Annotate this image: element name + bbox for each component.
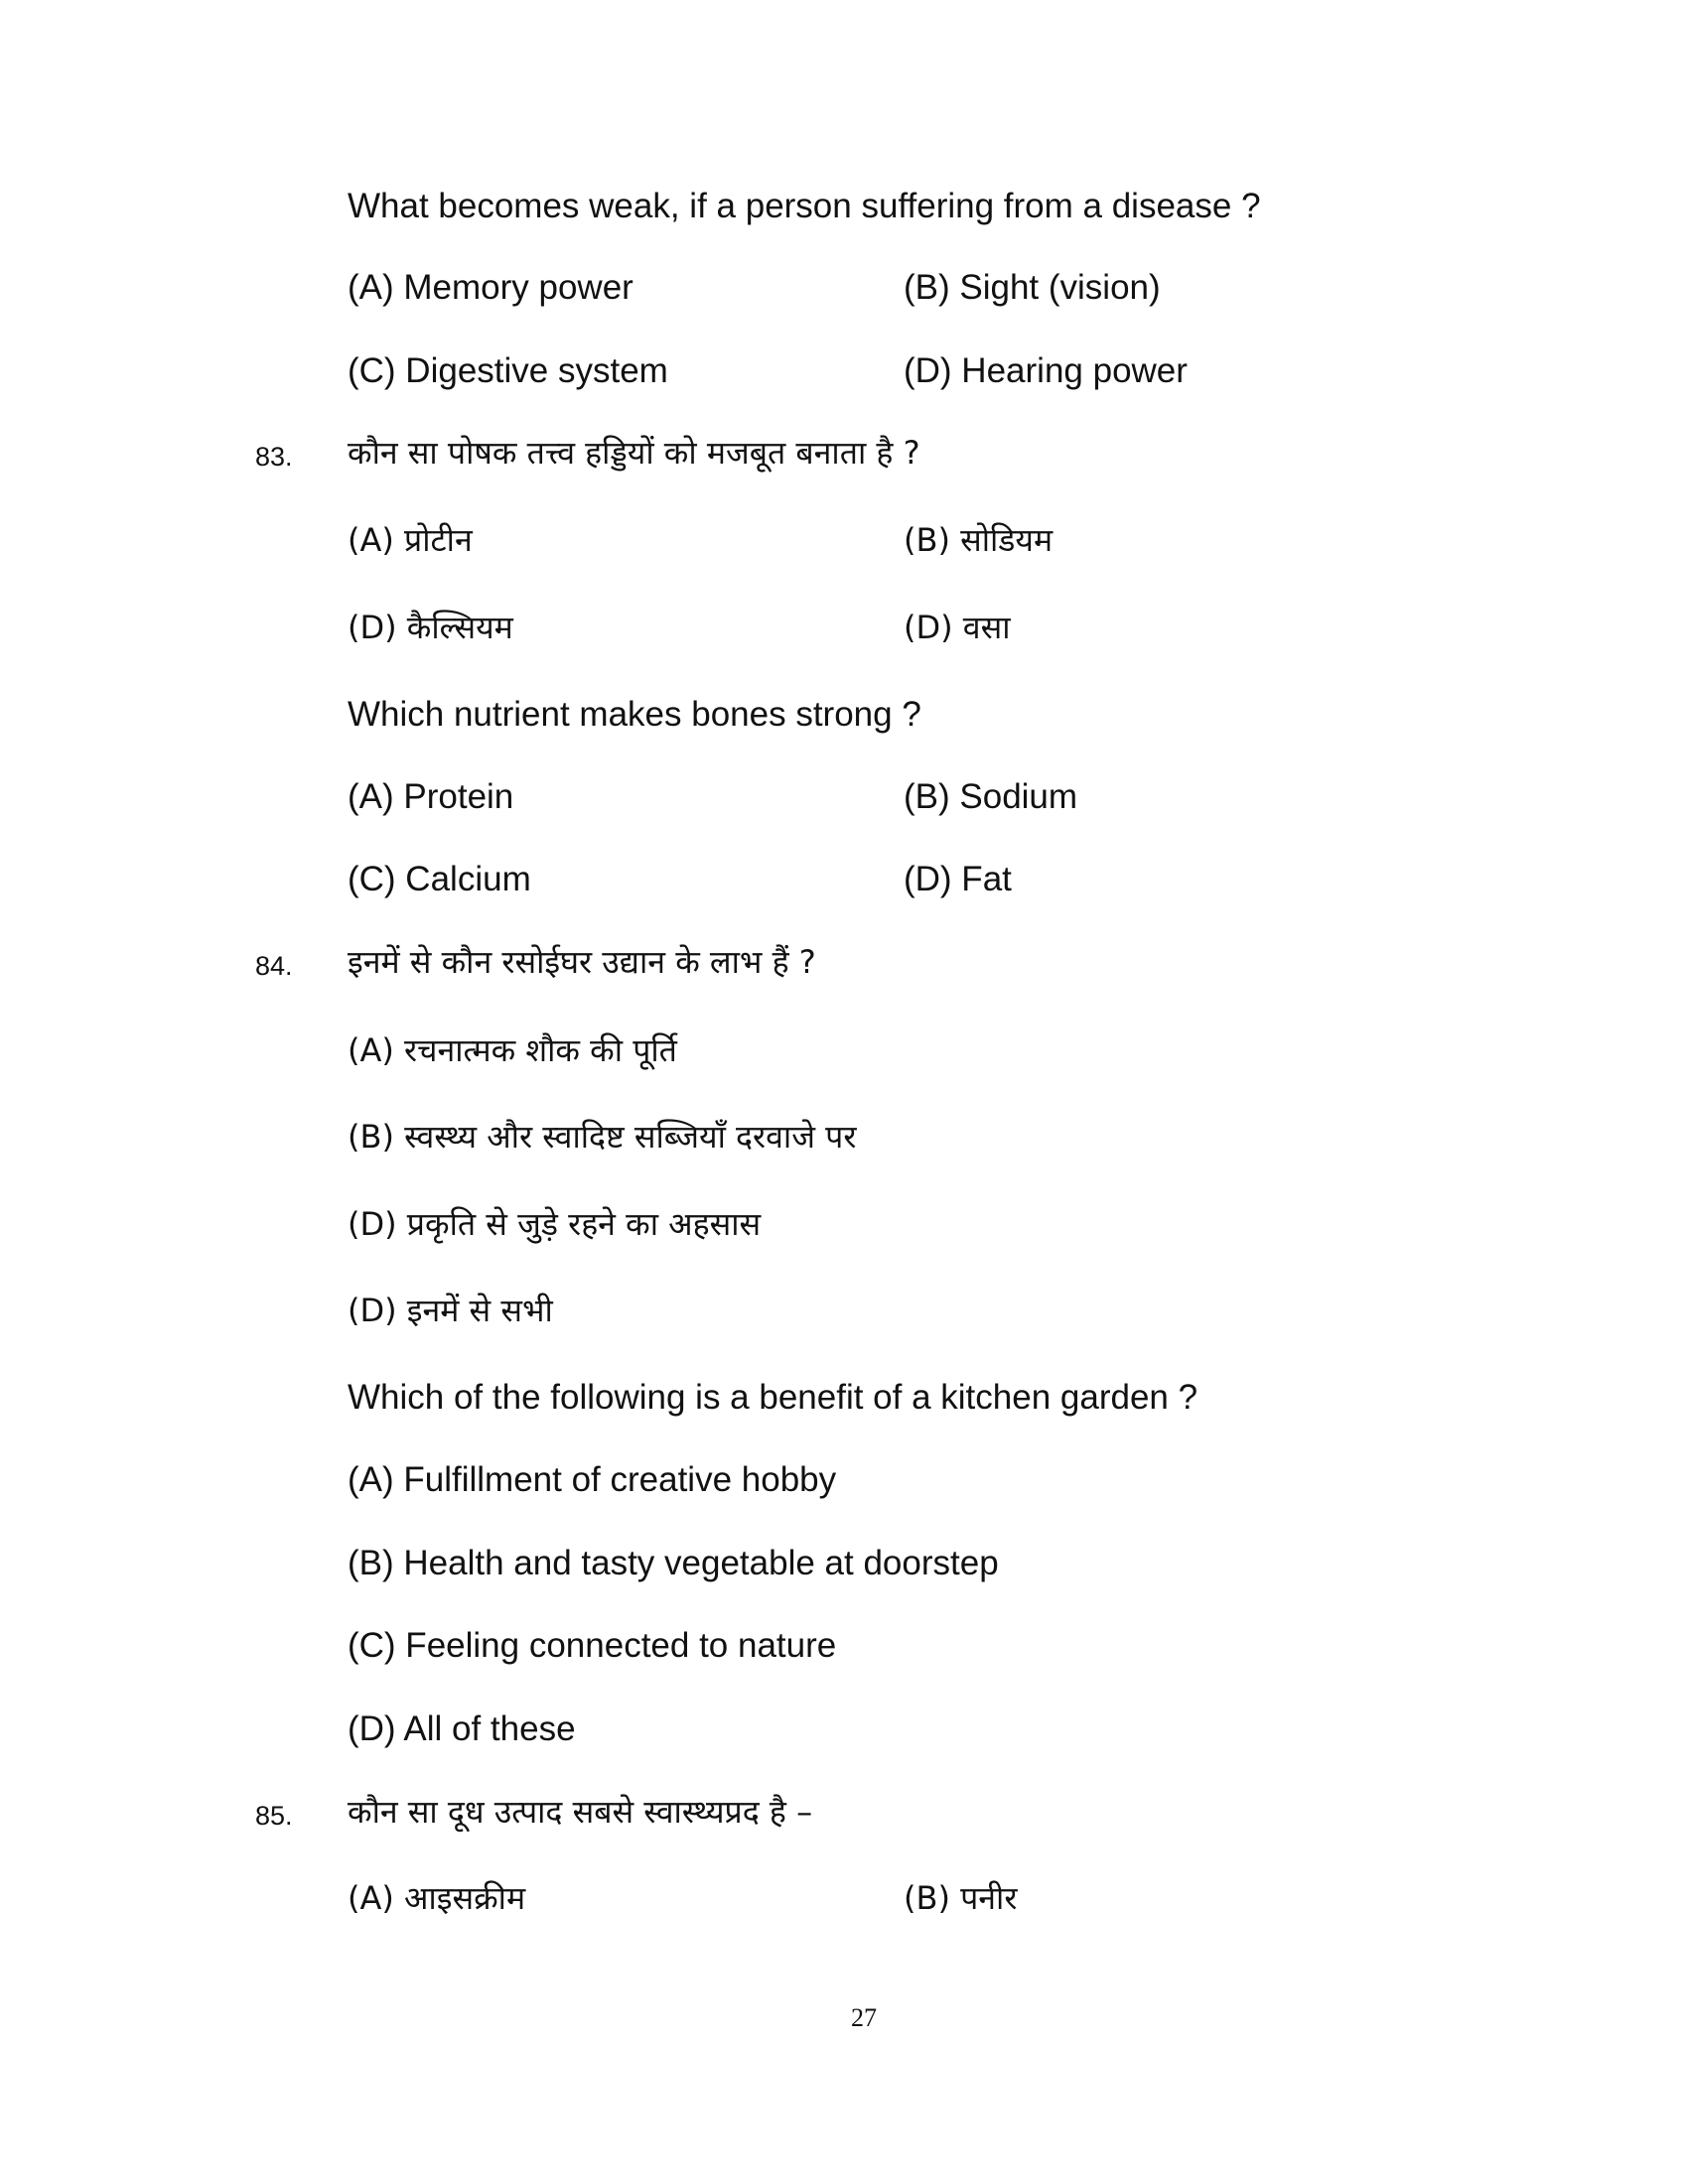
option-d: (D) Fat [904, 860, 1012, 898]
question-number: 85. [255, 1801, 293, 1831]
option-c: (C) Calcium [348, 860, 531, 898]
option-d: (D) All of these [348, 1709, 576, 1748]
question-number: 84. [255, 951, 293, 981]
question-text: Which of the following is a benefit of a kitchen garden ? [348, 1378, 1198, 1417]
question-text: Which nutrient makes bones strong ? [348, 695, 921, 734]
question-text-hindi: इनमें से कौन रसोईघर उद्यान के लाभ हैं ? [348, 943, 816, 981]
option-b: (B) Sodium [904, 777, 1078, 816]
option-d-hindi: (D) वसा [904, 609, 1011, 646]
option-b: (B) Sight (vision) [904, 268, 1161, 307]
option-b: (B) Health and tasty vegetable at doorstep [348, 1544, 999, 1582]
option-a-hindi: (A) आइसक्रीम [348, 1879, 526, 1917]
question-text-hindi: कौन सा पोषक तत्त्व हड्डियों को मजबूत बनाता है ? [348, 434, 920, 472]
option-a: (A) Fulfillment of creative hobby [348, 1460, 837, 1499]
option-a-hindi: (A) प्रोटीन [348, 521, 473, 559]
option-c-hindi: (D) प्रकृति से जुड़े रहने का अहसास [348, 1205, 762, 1243]
option-a: (A) Protein [348, 777, 514, 816]
option-c: (C) Feeling connected to nature [348, 1626, 837, 1665]
option-a-hindi: (A) रचनात्मक शौक की पूर्ति [348, 1031, 677, 1069]
option-b-hindi: (B) स्वस्थ्य और स्वादिष्ट सब्जियाँ दरवाजे पर [348, 1118, 857, 1156]
option-b-hindi: (B) सोडियम [904, 521, 1054, 559]
option-b-hindi: (B) पनीर [904, 1879, 1018, 1917]
question-number: 83. [255, 442, 293, 472]
option-a: (A) Memory power [348, 268, 633, 307]
option-d: (D) Hearing power [904, 351, 1188, 390]
option-d-hindi: (D) इनमें से सभी [348, 1292, 553, 1329]
question-text: What becomes weak, if a person suffering from a disease ? [348, 187, 1261, 225]
page-number: 27 [851, 2003, 877, 2032]
option-c-hindi: (D) कैल्सियम [348, 609, 513, 646]
question-text-hindi: कौन सा दूध उत्पाद सबसे स्वास्थ्यप्रद है – [348, 1793, 813, 1831]
option-c: (C) Digestive system [348, 351, 668, 390]
